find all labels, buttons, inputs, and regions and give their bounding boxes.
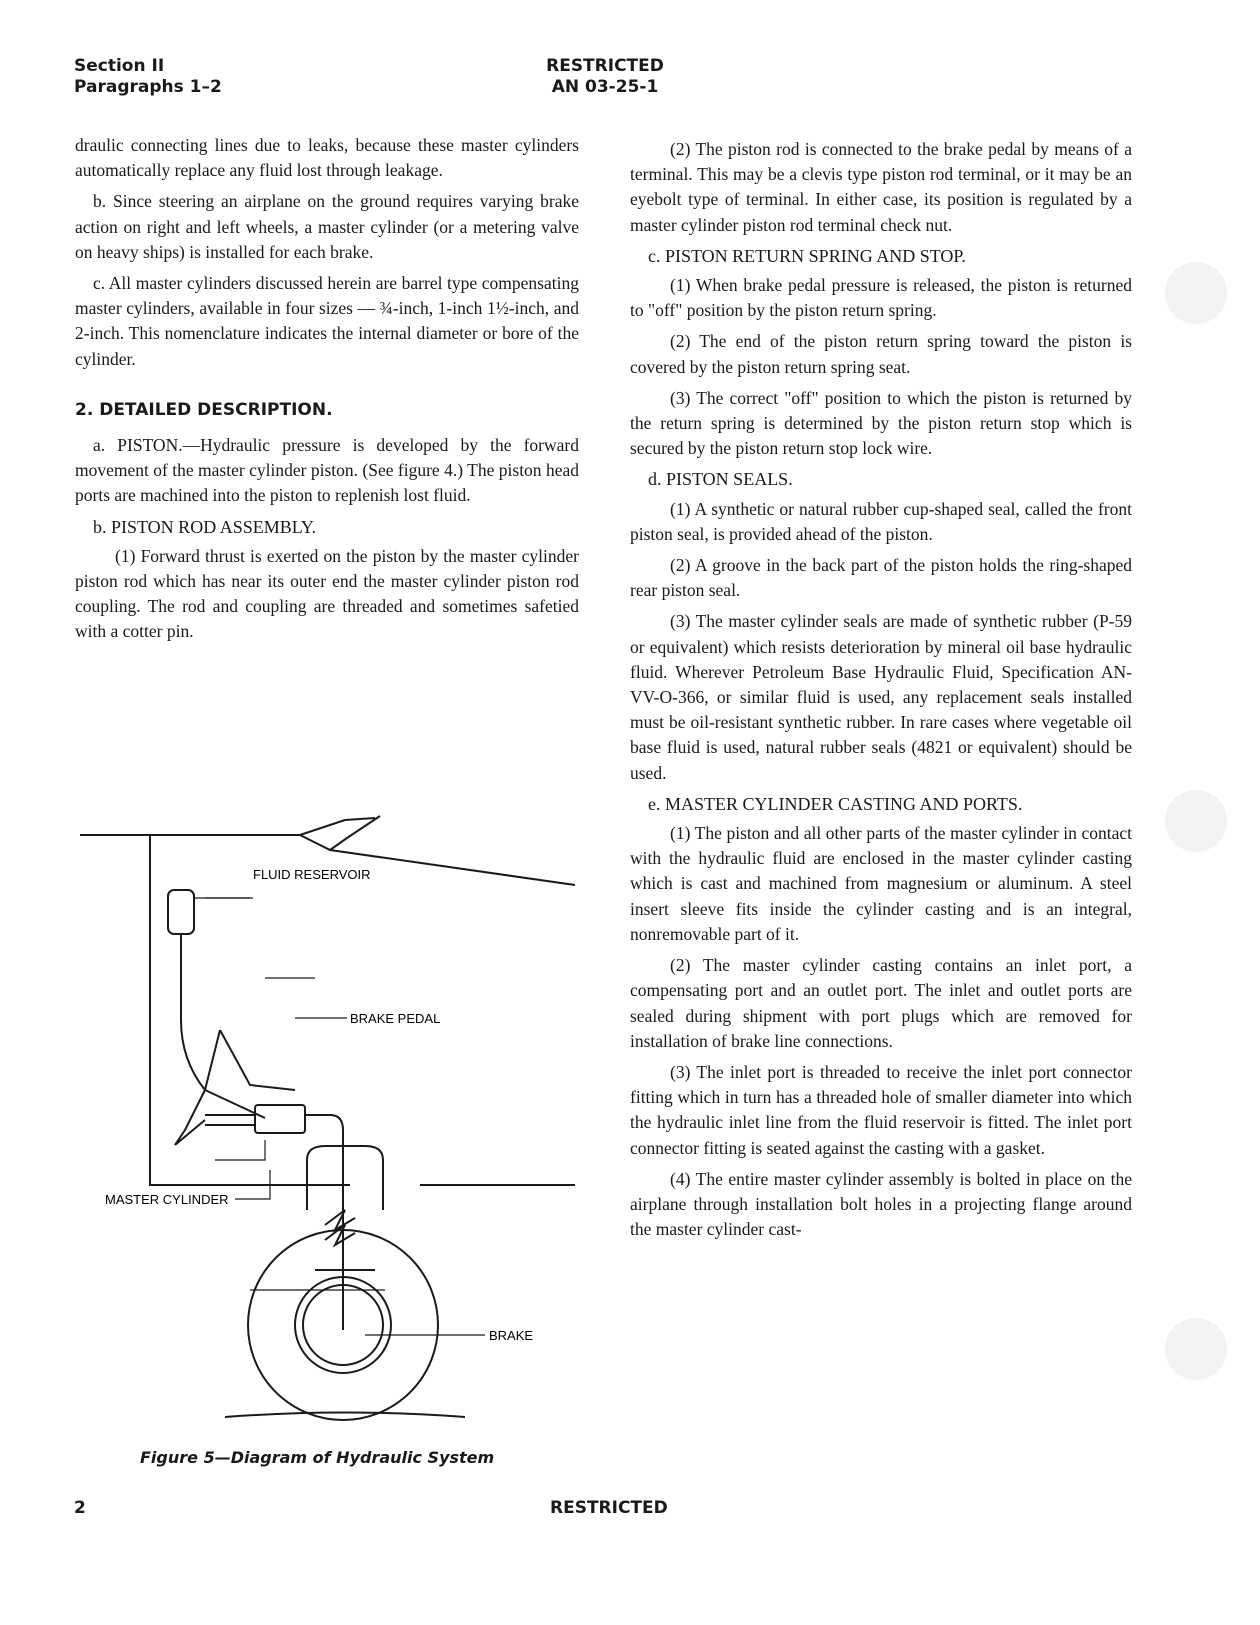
subheading: b. PISTON ROD ASSEMBLY. [93, 516, 317, 537]
subheading: e. MASTER CYLINDER CASTING AND PORTS. [648, 793, 1023, 814]
paragraph: (1) Forward thrust is exerted on the piston by the master cylinder piston rod which has near its outer end the master cylinder piston rod coupling. The rod and coupling are threaded and sometimes safetied with a cotter pin. [75, 545, 579, 642]
left-column [75, 133, 579, 651]
label-master-cylinder: MASTER CYLINDER [105, 1192, 229, 1207]
strut-top [307, 1146, 383, 1210]
footer-restricted: RESTRICTED [550, 1498, 668, 1518]
section-label: Section II [74, 56, 165, 76]
master-cylinder-shape [255, 1105, 305, 1133]
running-header-left [74, 56, 222, 98]
hydraulic-system-diagram [75, 800, 595, 1440]
section-heading: 2. DETAILED DESCRIPTION. [75, 399, 333, 420]
paragraph: (1) The piston and all other parts of the master cylinder in contact with the hydraulic fluid are enclosed in the master cylinder casting which is cast and machined from magnesium or aluminum. A steel insert sleeve fits inside the cylinder casting and is an integral, nonremovable part of it. [630, 823, 1132, 944]
restricted-label: RESTRICTED [546, 56, 664, 76]
brake-pedal-shape [175, 1030, 220, 1145]
label-fluid-reservoir: FLUID RESERVOIR [253, 867, 371, 882]
subheading: d. PISTON SEALS. [648, 469, 793, 490]
label-brake-pedal: BRAKE PEDAL [350, 1011, 441, 1026]
paragraph: a. PISTON.—Hydraulic pressure is developed by the forward movement of the master cylinder piston. (See figure 4.) The piston head ports are machined into the piston to replenish lost fluid. [75, 435, 579, 506]
paragraph: (2) The end of the piston return spring toward the piston is covered by the piston return spring seat. [630, 331, 1132, 377]
paragraph: (2) The piston rod is connected to the brake pedal by means of a terminal. This may be a clevis type piston rod terminal, or it may be an eyebolt type of terminal. In either case, its position is regulated by a master cylinder piston rod terminal check nut. [630, 139, 1132, 235]
subheading: c. PISTON RETURN SPRING AND STOP. [648, 245, 966, 266]
paragraphs-label: Paragraphs 1–2 [74, 77, 222, 97]
paragraph: (2) A groove in the back part of the piston holds the ring-shaped rear piston seal. [630, 555, 1132, 601]
binder-hole [1165, 790, 1227, 852]
binder-hole [1165, 1318, 1227, 1380]
paragraph: (3) The master cylinder seals are made of synthetic rubber (P-59 or equivalent) which resists deterioration by mineral oil base hydraulic fluid. Wherever Petroleum Base Hydraulic Fluid, Specification AN-VV-O-366, or similar fluid is used, any replacement seals installed must be oil-resistant synthetic rubber. In rare cases where vegetable oil base fluid is used, natural rubber seals (4821 or equivalent) should be used. [630, 611, 1132, 783]
paragraph: (1) A synthetic or natural rubber cup-shaped seal, called the front piston seal, is provided ahead of the piston. [630, 498, 1132, 544]
page-number: 2 [74, 1498, 86, 1518]
paragraph: (3) The inlet port is threaded to receive the inlet port connector fitting which in turn has a threaded hole of smaller diameter into which the hydraulic inlet line from the fluid reservoir is fitted. The inlet port connector fitting is seated against the casting with a gasket. [630, 1061, 1132, 1158]
right-column [630, 137, 1132, 1248]
fluid-reservoir-shape [168, 890, 194, 934]
doc-number: AN 03-25-1 [551, 77, 659, 97]
paragraph: b. Since steering an airplane on the ground requires varying brake action on right and left wheels, a master cylinder (or a metering valve on heavy ships) is installed for each brake. [75, 191, 579, 262]
paragraph: (4) The entire master cylinder assembly is bolted in place on the airplane through installation bolt holes in a projecting flange around the master cylinder cast- [630, 1168, 1132, 1240]
paragraph: (3) The correct "off" position to which the piston is returned by the return spring is determined by the piston return stop which is secured by the piston return stop lock wire. [630, 387, 1132, 459]
paragraph: (2) The master cylinder casting contains an inlet port, a compensating port and an outlet port. The inlet and outlet ports are sealed during shipment with port plugs which are removed for installation of brake line connections. [630, 955, 1132, 1051]
paragraph: c. All master cylinders discussed herein are barrel type compensating master cylinders, available in four sizes — ¾-inch, 1-inch 1½-inch, and 2-inch. This nomenclature indicates the internal diameter or bore of the cylinder. [75, 273, 579, 369]
binder-hole [1165, 262, 1227, 324]
figure-caption: Figure 5—Diagram of Hydraulic System [140, 1448, 495, 1467]
running-header-center [545, 56, 665, 98]
paragraph: (1) When brake pedal pressure is released, the piston is returned to "off" position by the piston return spring. [630, 275, 1132, 321]
paragraph: draulic connecting lines due to leaks, because these master cylinders automatically replace any fluid lost through leakage. [75, 135, 579, 181]
label-brake: BRAKE [489, 1328, 534, 1343]
